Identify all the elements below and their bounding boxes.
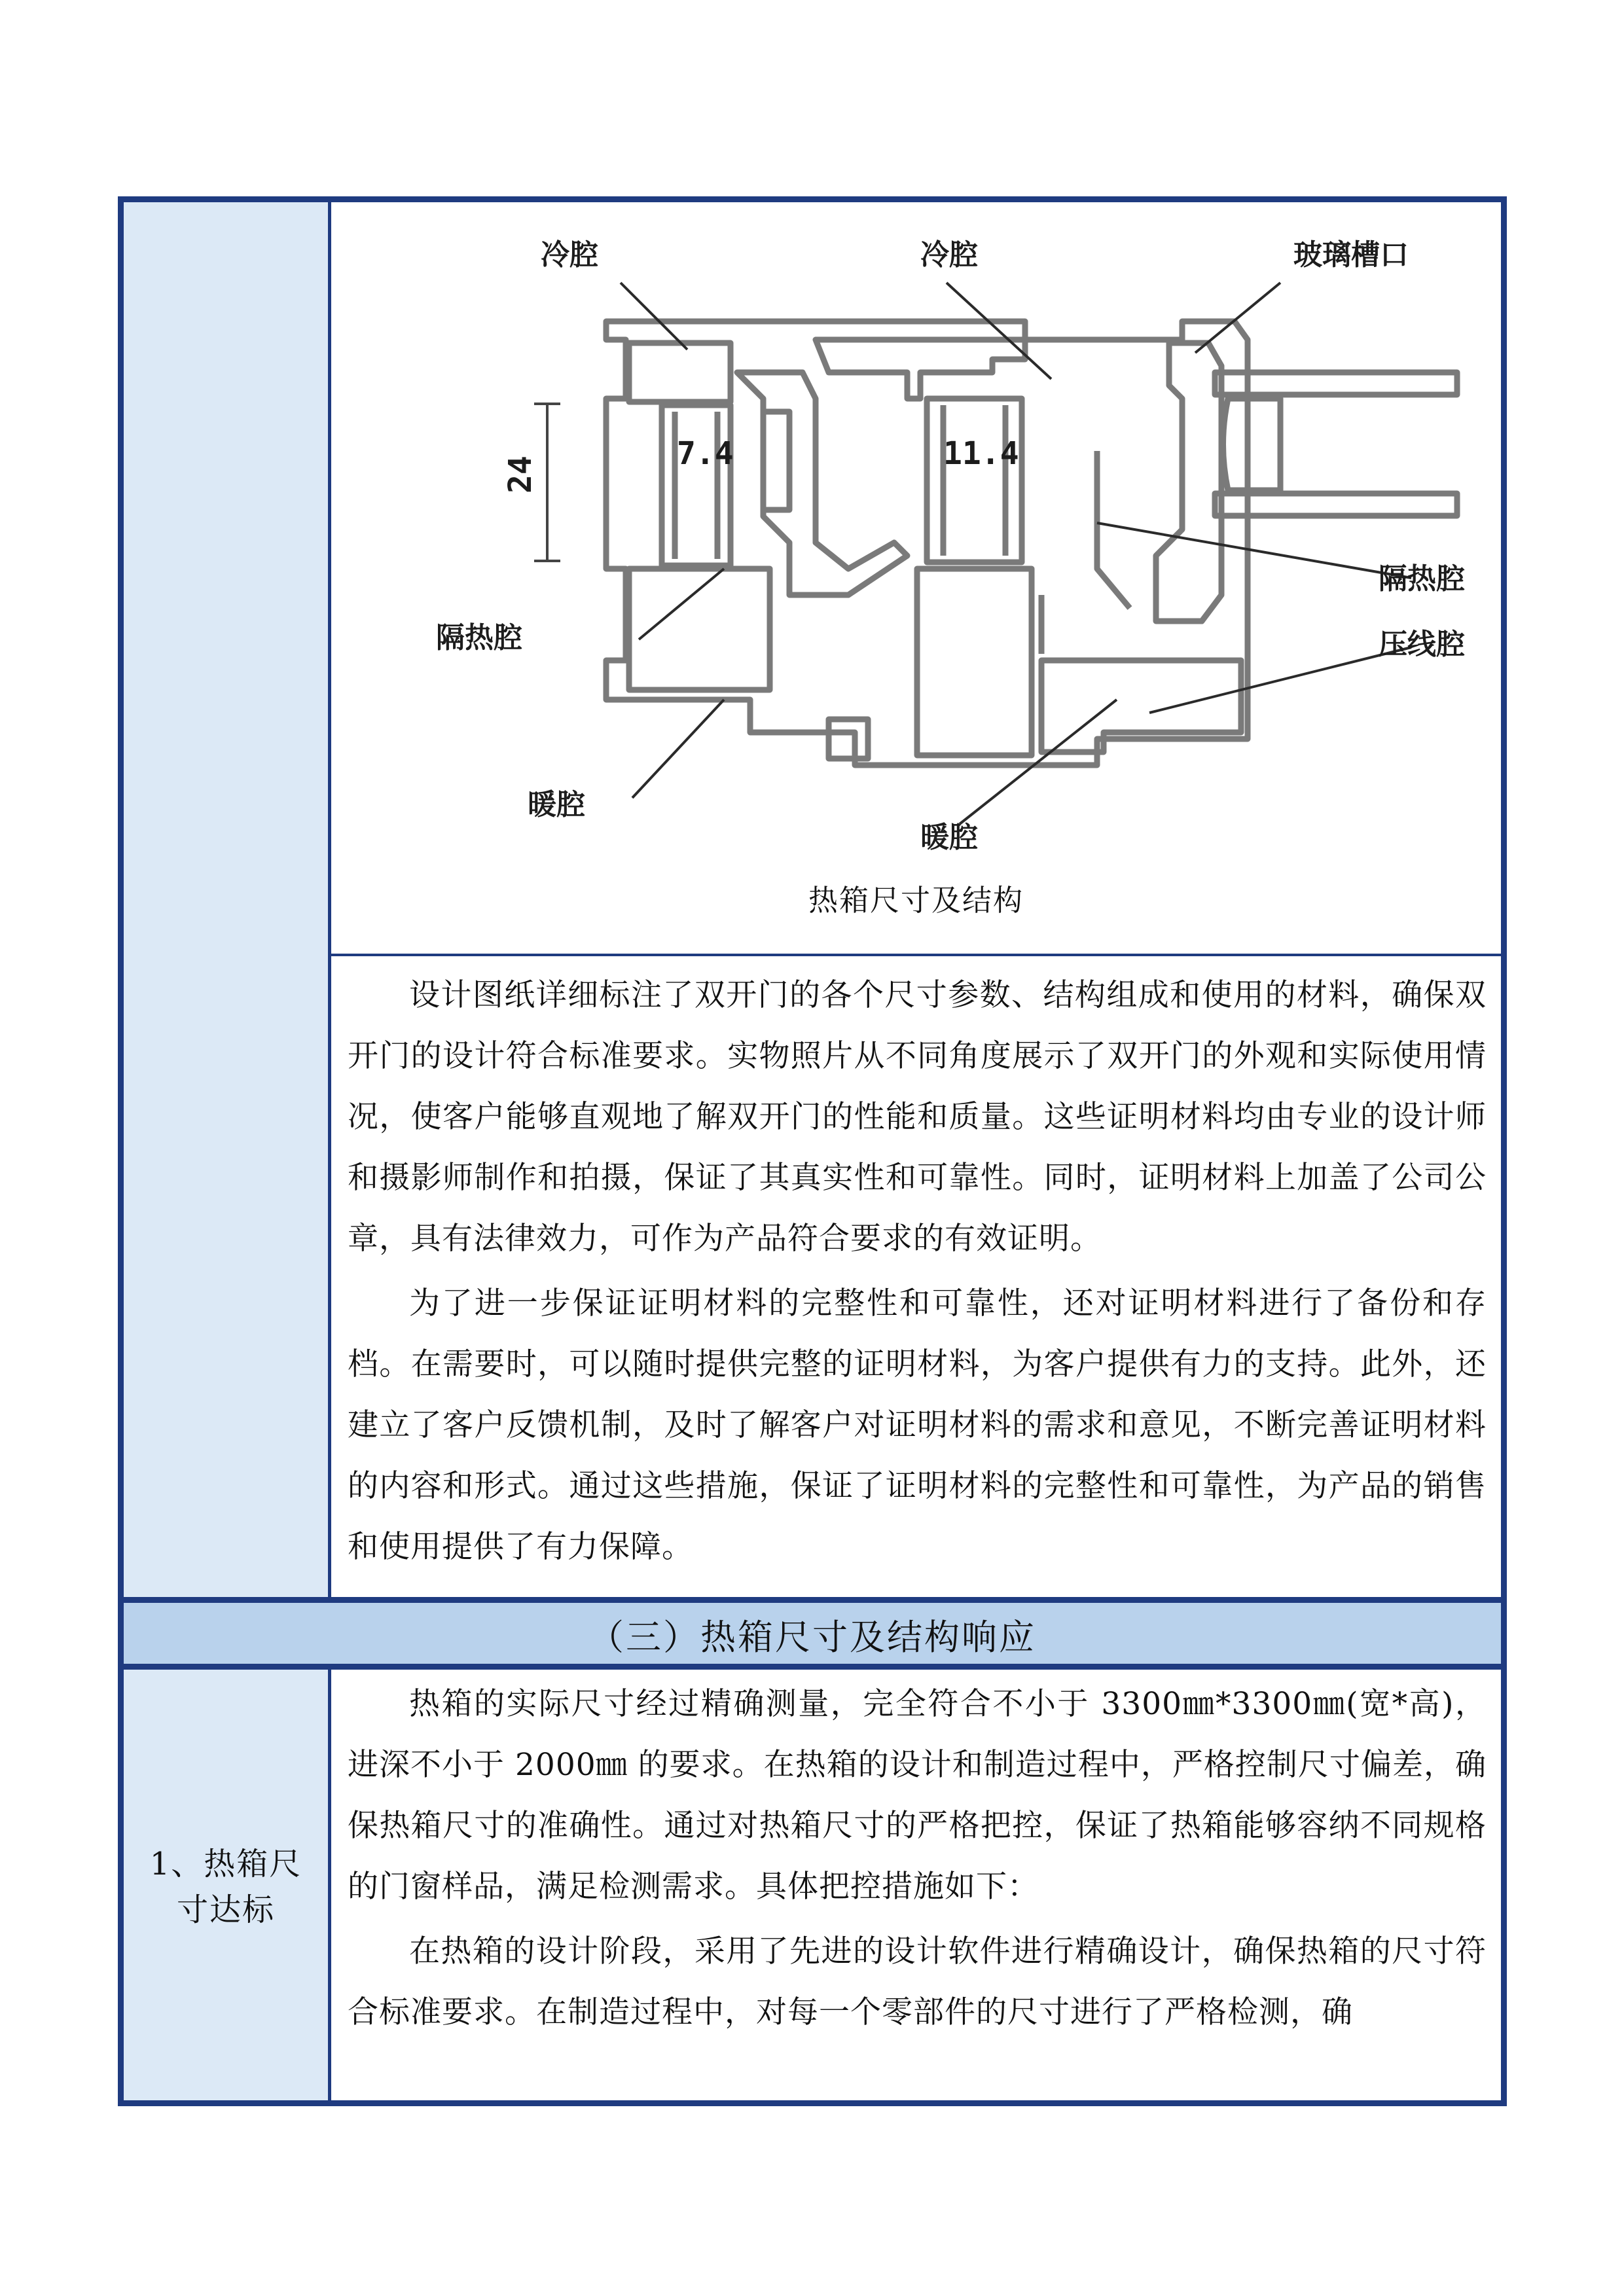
glass-pane-lower: [1215, 493, 1457, 516]
item-body-cell: [348, 1674, 1487, 2099]
label-cold-cavity-right: 冷腔: [920, 238, 978, 272]
upper-paragraph-2: 为了进一步保证证明材料的完整性和可靠性，还对证明材料进行了备份和存档。在需要时，可以随时提供完整的证明材料，为客户提供有力的支持。此外，还建立了客户反馈机制，及时了解客户对证明材料的需求和意见，不断完善证明材料的内容和形式。通过这些措施，保证了证明材料的完整性和可靠性，为产品的销售和使用提供了有力保障。: [348, 1285, 1487, 1565]
label-glass-slot: 玻璃槽口: [1293, 238, 1409, 272]
window-profile-diagram: [331, 202, 1501, 883]
sash-warm-cavity-chamber: [917, 569, 1032, 755]
label-insulation-cavity-left: 隔热腔: [436, 621, 522, 655]
item-label-line-1: 1、热箱尺: [149, 1846, 302, 1882]
leader-warm-left: [632, 700, 724, 798]
leader-glass-slot: [1195, 283, 1280, 353]
leader-press-line: [1149, 647, 1411, 713]
figure-row-divider: [328, 954, 1501, 956]
upper-paragraph-1: 设计图纸详细标注了双开门的各个尺寸参数、结构组成和使用的材料，确保双开门的设计符合标准要求。实物照片从不同角度展示了双开门的外观和实际使用情况，使客户能够直观地了解双开门的性能和质量。这些证明材料均由专业的设计师和摄影师制作和拍摄，保证了其真实性和可靠性。同时，证明材料上加盖了公司公章，具有法律效力，可作为产品符合要求的有效证明。: [348, 977, 1487, 1257]
item-label-line-2: 寸达标: [176, 1892, 275, 1928]
section-top-rule: [124, 1597, 1501, 1603]
leader-cold-left: [621, 283, 687, 350]
leader-cold-right: [947, 283, 1051, 379]
label-warm-cavity-bottom: 暖腔: [920, 821, 978, 854]
label-warm-cavity-left: 暖腔: [528, 788, 585, 821]
upper-label-cell: [124, 202, 328, 1597]
item-paragraph-2: 在热箱的设计阶段，采用了先进的设计软件进行精确设计，确保热箱的尺寸符合标准要求。在制造过程中，对每一个零部件的尺寸进行了严格检测，确: [348, 1933, 1487, 2030]
item-label: [124, 1670, 328, 2100]
sash-top-step: [816, 340, 1025, 399]
leader-insulation-right: [1097, 523, 1411, 578]
figure-cell: [331, 202, 1501, 954]
glass-bead: [1156, 343, 1221, 621]
label-insulation-cavity-right: 隔热腔: [1379, 562, 1465, 596]
document-table: [118, 196, 1507, 2106]
item-paragraph-1: 热箱的实际尺寸经过精确测量，完全符合不小于 3300㎜*3300㎜(宽*高)，进深不小于 2000㎜ 的要求。在热箱的设计和制造过程中，严格控制尺寸偏差，确保热箱尺寸的准确性。通过对热箱尺寸的严格把控，保证了热箱能够容纳不同规格的门窗样品，满足检测需求。具体把控措施如下：: [348, 1686, 1487, 1905]
dimension-24: 24: [502, 456, 539, 493]
left-cold-cavity-chamber: [629, 343, 731, 402]
upper-body-cell: [348, 965, 1487, 1593]
figure-caption: 热箱尺寸及结构: [808, 883, 1024, 918]
leader-warm-bottom: [960, 700, 1117, 824]
section-bottom-rule: [124, 1664, 1501, 1670]
dimension-7-4: 7.4: [677, 435, 734, 472]
bottom-seal-block: [829, 719, 868, 759]
glass-pane-upper: [1215, 372, 1457, 395]
section-title: （三）热箱尺寸及结构响应: [588, 1617, 1036, 1658]
label-press-line-cavity: 压线腔: [1379, 628, 1465, 661]
column-divider-lower: [328, 1670, 331, 2100]
leader-insulation-left: [639, 569, 724, 639]
label-cold-cavity-left: 冷腔: [541, 238, 598, 272]
glass-spacer: [1223, 399, 1281, 490]
dimension-11-4: 11.4: [943, 435, 1019, 472]
